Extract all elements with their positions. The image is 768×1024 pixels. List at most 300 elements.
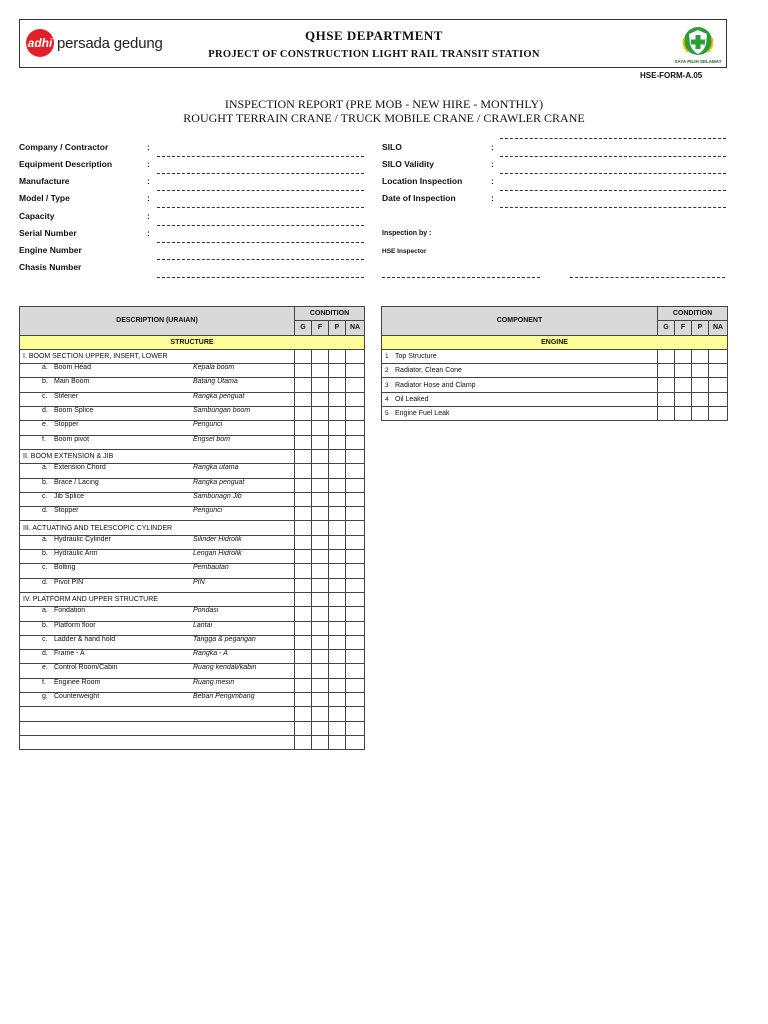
condition-checkbox-cell[interactable] [295,364,312,378]
group-row [20,349,365,363]
field-colon: : [147,142,150,152]
company-logo-text: persada gedung [57,34,163,52]
item-name-indonesian: Lengan Hidrolik [193,550,242,558]
table-row [20,550,365,564]
condition-checkbox-cell[interactable] [675,349,692,363]
item-cell [20,678,295,692]
condition-checkbox-cell[interactable] [675,364,692,378]
table-row [382,407,728,421]
item-name: Radiator, Clean Cone [395,367,462,375]
condition-checkbox-cell[interactable] [312,378,329,392]
condition-checkbox-cell[interactable] [329,607,346,621]
condition-checkbox-cell[interactable] [329,364,346,378]
condition-checkbox-cell[interactable] [346,664,365,678]
item-name-indonesian: Ruang kendali/kabin [193,664,257,672]
field-colon: : [491,159,494,169]
table-row [20,435,365,449]
table-row [20,507,365,521]
table-row [20,635,365,649]
item-name-indonesian: Tangga & pegangan [193,635,256,643]
field-input-line[interactable] [500,207,726,208]
condition-checkbox-cell[interactable] [329,564,346,578]
condition-checkbox-cell[interactable] [329,707,346,721]
condition-checkbox-cell[interactable] [295,407,312,421]
item-name: Boom Head [54,364,91,372]
table-header-title: COMPONENT [382,307,658,336]
form-code: HSE-FORM-A.05 [640,71,703,80]
condition-checkbox-cell[interactable] [658,407,675,421]
item-name: Oil Leaked [395,395,429,403]
hse-inspector-label: HSE Inspector [382,248,427,255]
field-input-line[interactable] [500,190,726,191]
condition-checkbox-cell[interactable] [346,392,365,406]
condition-checkbox-cell[interactable] [346,564,365,578]
group-title: II. BOOM EXTENSION & JIB [20,449,295,463]
item-name-indonesian: Engsel bom [193,435,230,443]
table-row [382,349,728,363]
item-letter: c. [42,635,48,643]
item-letter: a. [42,535,48,543]
condition-checkbox-cell[interactable] [329,521,346,535]
condition-checkbox-cell[interactable] [346,435,365,449]
condition-checkbox-cell[interactable] [295,535,312,549]
item-cell [20,478,295,492]
table-row [20,478,365,492]
condition-checkbox-cell[interactable] [346,607,365,621]
table-row [20,407,365,421]
condition-checkbox-cell[interactable] [312,550,329,564]
condition-checkbox-cell[interactable] [312,650,329,664]
condition-checkbox-cell[interactable] [658,378,675,392]
condition-checkbox-cell[interactable] [329,621,346,635]
field-label: Chasis Number [19,262,82,272]
condition-checkbox-cell[interactable] [312,578,329,592]
item-name-indonesian: Rangka - A [193,650,228,658]
condition-column-header: P [692,321,709,335]
table-header-row [20,307,365,321]
condition-checkbox-cell[interactable] [329,535,346,549]
item-letter: f. [42,678,46,686]
condition-checkbox-cell[interactable] [709,364,728,378]
condition-checkbox-cell[interactable] [346,507,365,521]
condition-checkbox-cell[interactable] [312,592,329,606]
condition-column-header: P [329,321,346,335]
condition-checkbox-cell[interactable] [709,392,728,406]
condition-checkbox-cell[interactable] [346,721,365,735]
item-number: 3 [385,381,389,389]
condition-checkbox-cell[interactable] [312,492,329,506]
field-input-line[interactable] [157,173,364,174]
condition-checkbox-cell[interactable] [295,735,312,749]
field-input-line[interactable] [157,207,364,208]
condition-column-header: NA [709,321,728,335]
item-name: Stopper [54,421,79,429]
item-name: Hydraulic Arm [54,550,98,558]
item-letter: c. [42,564,48,572]
condition-checkbox-cell[interactable] [709,407,728,421]
condition-checkbox-cell[interactable] [346,464,365,478]
condition-checkbox-cell[interactable] [312,521,329,535]
item-letter: b. [42,550,48,558]
item-name-indonesian: Silinder Hidrolik [193,535,242,543]
item-cell [20,435,295,449]
condition-checkbox-cell[interactable] [312,664,329,678]
condition-checkbox-cell[interactable] [329,721,346,735]
condition-checkbox-cell[interactable] [295,521,312,535]
field-colon: : [491,176,494,186]
condition-checkbox-cell[interactable] [312,349,329,363]
item-cell [382,364,658,378]
condition-checkbox-cell[interactable] [312,364,329,378]
field-label: Date of Inspection [382,193,456,203]
condition-checkbox-cell[interactable] [312,407,329,421]
field-label: SILO Validity [382,159,434,169]
table-row [20,421,365,435]
table-row [20,678,365,692]
condition-checkbox-cell[interactable] [312,607,329,621]
condition-checkbox-cell[interactable] [312,721,329,735]
condition-checkbox-cell[interactable] [329,392,346,406]
inspection-by-label: Inspection by : [382,230,432,237]
item-letter: d. [42,407,48,415]
group-row [20,521,365,535]
condition-checkbox-cell[interactable] [346,592,365,606]
item-name: Pivot PIN [54,578,84,586]
condition-checkbox-cell[interactable] [329,550,346,564]
condition-checkbox-cell[interactable] [312,478,329,492]
condition-header: CONDITION [658,307,728,321]
table-row [20,364,365,378]
safety-logo [674,24,722,66]
condition-checkbox-cell[interactable] [692,407,709,421]
condition-checkbox-cell[interactable] [312,449,329,463]
condition-checkbox-cell[interactable] [346,378,365,392]
field-input-line[interactable] [157,156,364,157]
condition-checkbox-cell[interactable] [346,635,365,649]
field-colon: : [147,211,150,221]
condition-checkbox-cell[interactable] [295,564,312,578]
condition-checkbox-cell[interactable] [295,478,312,492]
condition-checkbox-cell[interactable] [329,650,346,664]
condition-column-header: F [312,321,329,335]
field-label: Engine Number [19,245,82,255]
condition-checkbox-cell[interactable] [692,392,709,406]
condition-checkbox-cell[interactable] [329,664,346,678]
item-letter: f. [42,435,46,443]
condition-checkbox-cell[interactable] [295,693,312,707]
condition-checkbox-cell[interactable] [346,550,365,564]
item-cell [20,392,295,406]
condition-checkbox-cell[interactable] [312,735,329,749]
empty-item-cell[interactable] [20,721,295,735]
field-input-line[interactable] [157,190,364,191]
field-colon: : [147,159,150,169]
condition-checkbox-cell[interactable] [346,478,365,492]
condition-checkbox-cell[interactable] [312,678,329,692]
condition-checkbox-cell[interactable] [295,392,312,406]
field-label: Capacity [19,211,55,221]
item-name-indonesian: Pembautan [193,564,229,572]
item-name: Boom pivot [54,435,90,443]
item-cell [382,378,658,392]
empty-row [20,735,365,749]
condition-checkbox-cell[interactable] [329,349,346,363]
table-row [20,664,365,678]
item-cell [382,407,658,421]
condition-checkbox-cell[interactable] [692,364,709,378]
condition-checkbox-cell[interactable] [312,693,329,707]
condition-checkbox-cell[interactable] [346,521,365,535]
item-name: Platform floor [54,621,96,629]
condition-checkbox-cell[interactable] [658,392,675,406]
condition-checkbox-cell[interactable] [346,349,365,363]
condition-checkbox-cell[interactable] [692,378,709,392]
condition-column-header: F [675,321,692,335]
item-name-indonesian: Lantai [193,621,213,629]
condition-checkbox-cell[interactable] [346,535,365,549]
condition-checkbox-cell[interactable] [312,435,329,449]
group-title: III. ACTUATING AND TELESCOPIC CYLINDER [20,521,295,535]
condition-checkbox-cell[interactable] [709,349,728,363]
condition-checkbox-cell[interactable] [329,435,346,449]
item-name-indonesian: Beban Pengimbang [193,693,255,701]
condition-checkbox-cell[interactable] [295,621,312,635]
item-name-indonesian: Batang Utama [193,378,238,386]
condition-checkbox-cell[interactable] [312,707,329,721]
section-title: STRUCTURE [20,335,365,349]
item-cell [382,349,658,363]
item-name: Frame - A [54,650,85,658]
condition-checkbox-cell[interactable] [346,407,365,421]
project-subtitle: PROJECT OF CONSTRUCTION LIGHT RAIL TRANSIT STATION [208,49,540,60]
condition-checkbox-cell[interactable] [329,592,346,606]
condition-checkbox-cell[interactable] [295,349,312,363]
condition-checkbox-cell[interactable] [295,678,312,692]
item-name: Top Structure [395,353,437,361]
field-colon: : [147,228,150,238]
item-number: 1 [385,353,389,361]
item-letter: g. [42,693,48,701]
item-letter: c. [42,492,48,500]
table-row [382,364,728,378]
table-row [20,378,365,392]
field-colon: : [491,142,494,152]
report-title: INSPECTION REPORT (PRE MOB - NEW HIRE - MONTHLY) [224,97,544,111]
condition-checkbox-cell[interactable] [312,464,329,478]
condition-checkbox-cell[interactable] [295,464,312,478]
condition-checkbox-cell[interactable] [346,707,365,721]
condition-checkbox-cell[interactable] [329,735,346,749]
item-cell [20,550,295,564]
item-name-indonesian: Rangka penguat [193,392,245,400]
hse-inspector-signature-line[interactable] [382,277,540,278]
condition-checkbox-cell[interactable] [329,635,346,649]
condition-checkbox-cell[interactable] [346,364,365,378]
condition-checkbox-cell[interactable] [295,550,312,564]
condition-checkbox-cell[interactable] [346,421,365,435]
condition-checkbox-cell[interactable] [295,592,312,606]
condition-checkbox-cell[interactable] [329,678,346,692]
condition-checkbox-cell[interactable] [346,678,365,692]
empty-row [20,707,365,721]
item-name-indonesian: Pengunci [193,507,223,515]
group-title: I. BOOM SECTION UPPER, INSERT, LOWER [20,349,295,363]
item-cell [20,364,295,378]
item-cell [20,650,295,664]
table-header-row [382,307,728,321]
report-equipment-types: ROUGHT TERRAIN CRANE / TRUCK MOBILE CRANE / CRAWLER CRANE [183,111,585,125]
item-name: Brace / Lacing [54,478,99,486]
field-label: Model / Type [19,193,70,203]
condition-checkbox-cell[interactable] [329,507,346,521]
condition-checkbox-cell[interactable] [329,478,346,492]
safety-logo-caption: SAYA PILIH SELAMAT [674,59,722,64]
document-header [19,19,727,68]
field-label: SILO [382,142,402,152]
table-row [20,578,365,592]
item-name-indonesian: Pondasi [193,607,219,615]
item-cell [20,607,295,621]
condition-checkbox-cell[interactable] [329,378,346,392]
condition-checkbox-cell[interactable] [295,721,312,735]
condition-checkbox-cell[interactable] [346,735,365,749]
condition-checkbox-cell[interactable] [658,364,675,378]
condition-checkbox-cell[interactable] [295,507,312,521]
company-logo-mark: adhi [26,29,54,57]
table-row [20,693,365,707]
item-name: Enginee Room [54,678,101,686]
condition-checkbox-cell[interactable] [295,707,312,721]
item-cell [20,564,295,578]
condition-checkbox-cell[interactable] [295,378,312,392]
condition-checkbox-cell[interactable] [312,507,329,521]
field-input-line[interactable] [157,225,364,226]
condition-checkbox-cell[interactable] [692,349,709,363]
inspection-signature-line[interactable] [570,277,725,278]
field-input-line[interactable] [157,259,364,260]
condition-checkbox-cell[interactable] [312,635,329,649]
item-cell [20,421,295,435]
item-cell [20,635,295,649]
condition-checkbox-cell[interactable] [312,392,329,406]
item-name-indonesian: Sambunagn Jib [193,492,242,500]
field-label: Serial Number [19,228,77,238]
condition-checkbox-cell[interactable] [295,421,312,435]
condition-checkbox-cell[interactable] [295,650,312,664]
item-name: Jib Splice [54,492,84,500]
condition-checkbox-cell[interactable] [295,635,312,649]
condition-checkbox-cell[interactable] [675,378,692,392]
condition-checkbox-cell[interactable] [312,421,329,435]
item-cell [20,578,295,592]
condition-checkbox-cell[interactable] [295,578,312,592]
condition-checkbox-cell[interactable] [295,607,312,621]
condition-checkbox-cell[interactable] [329,449,346,463]
field-input-line[interactable] [500,156,726,157]
condition-checkbox-cell[interactable] [329,693,346,707]
item-name: Fondation [54,607,86,615]
condition-checkbox-cell[interactable] [675,407,692,421]
condition-checkbox-cell[interactable] [329,421,346,435]
table-row [20,564,365,578]
condition-checkbox-cell[interactable] [346,621,365,635]
condition-checkbox-cell[interactable] [329,492,346,506]
condition-checkbox-cell[interactable] [329,407,346,421]
table-row [20,535,365,549]
item-letter: a. [42,607,48,615]
condition-checkbox-cell[interactable] [329,464,346,478]
item-cell [20,621,295,635]
table-row [382,392,728,406]
item-cell [20,693,295,707]
item-name-indonesian: PIN [193,578,205,586]
condition-checkbox-cell[interactable] [675,392,692,406]
table-row [20,492,365,506]
condition-checkbox-cell[interactable] [295,664,312,678]
condition-checkbox-cell[interactable] [346,693,365,707]
item-letter: d. [42,650,48,658]
empty-row [20,721,365,735]
item-name: Ladder & hand hold [54,635,116,643]
condition-checkbox-cell[interactable] [709,378,728,392]
condition-column-header: G [295,321,312,335]
field-label: Location Inspection [382,176,463,186]
condition-checkbox-cell[interactable] [346,449,365,463]
component-checklist-table [381,306,728,421]
condition-checkbox-cell[interactable] [295,435,312,449]
item-name: Radiator Hose and Clamp [395,381,476,389]
item-name-indonesian: Ruang mesin [193,678,235,686]
condition-header: CONDITION [295,307,365,321]
condition-checkbox-cell[interactable] [312,535,329,549]
section-title: ENGINE [382,335,728,349]
department-title: QHSE DEPARTMENT [305,28,443,43]
item-cell [20,535,295,549]
empty-item-cell[interactable] [20,707,295,721]
condition-checkbox-cell[interactable] [312,621,329,635]
field-input-line[interactable] [157,242,364,243]
condition-checkbox-cell[interactable] [346,492,365,506]
item-cell [382,392,658,406]
condition-checkbox-cell[interactable] [312,564,329,578]
condition-checkbox-cell[interactable] [346,650,365,664]
item-name: Engine Fuel Leak [395,410,450,418]
table-row [20,392,365,406]
condition-checkbox-cell[interactable] [346,578,365,592]
field-input-line[interactable] [500,173,726,174]
condition-checkbox-cell[interactable] [658,349,675,363]
condition-checkbox-cell[interactable] [295,449,312,463]
item-name-indonesian: Sambungan boom [193,407,251,415]
group-row [20,449,365,463]
item-number: 5 [385,410,389,418]
item-letter: b. [42,621,48,629]
table-row [382,378,728,392]
condition-checkbox-cell[interactable] [329,578,346,592]
condition-checkbox-cell[interactable] [295,492,312,506]
empty-item-cell[interactable] [20,735,295,749]
field-colon: : [147,176,150,186]
field-input-line[interactable] [157,277,364,278]
item-name-indonesian: Rangka penguat [193,478,245,486]
item-cell [20,407,295,421]
condition-column-header: G [658,321,675,335]
field-input-line[interactable] [500,138,726,139]
table-row [20,464,365,478]
table-row [20,621,365,635]
item-name-indonesian: Rangka utama [193,464,239,472]
field-label: Equipment Description [19,159,113,169]
